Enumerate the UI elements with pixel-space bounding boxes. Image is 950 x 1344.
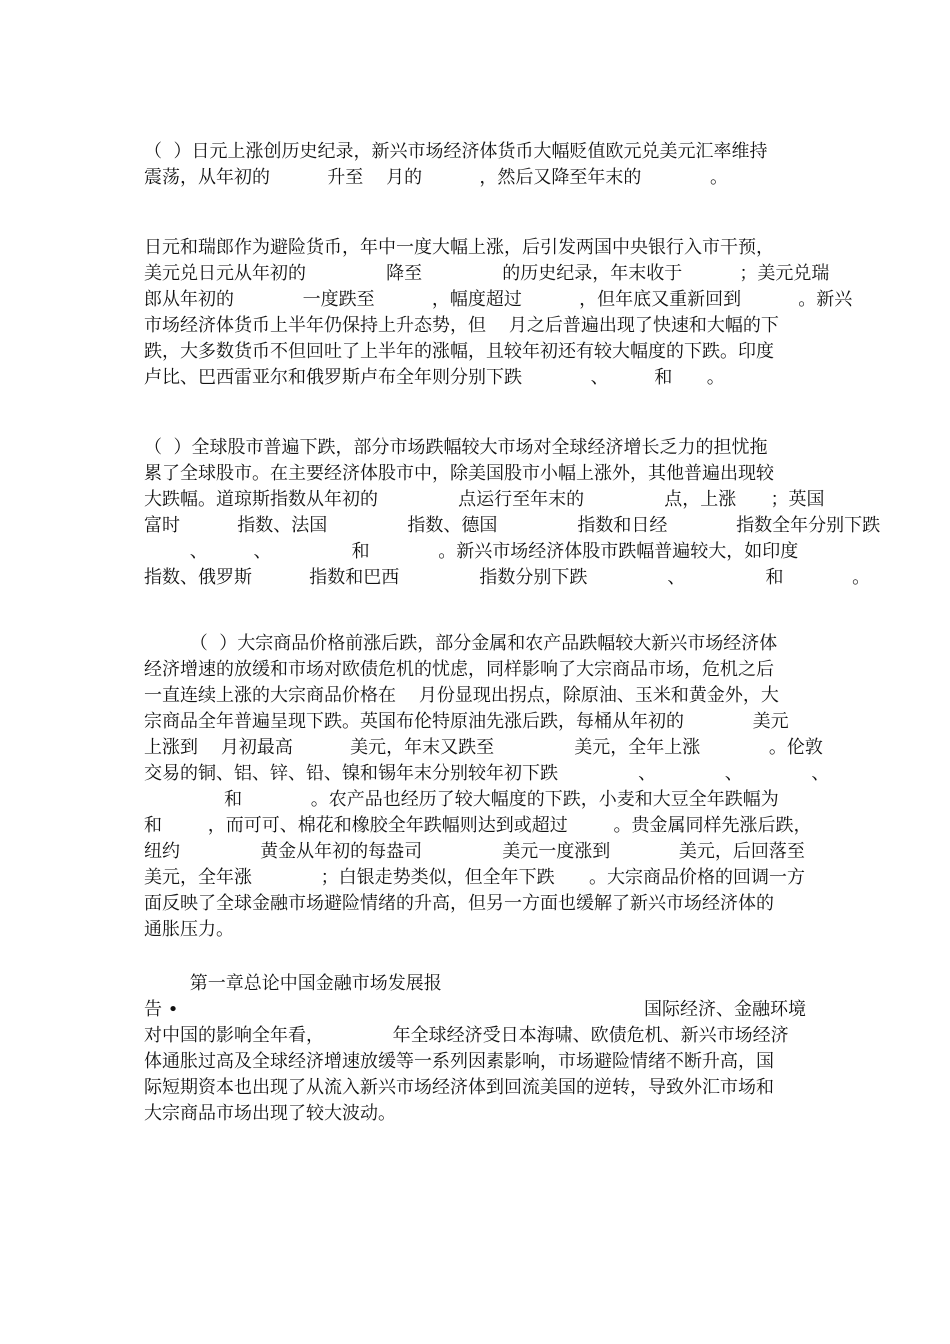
text-line: 面反映了全球金融市场避险情绪的升高，但另一方面也缓解了新兴市场经济体的: [144, 893, 774, 914]
text-line: 大宗商品市场出现了较大波动。: [144, 1103, 396, 1124]
text-line: 累了全球股市。在主要经济体股市中，除美国股市小幅上涨外，其他普遍出现较: [144, 463, 774, 484]
text-line: 、 、 和 。新兴市场经济体股市跌幅普遍较大，如印度: [144, 541, 799, 562]
text-line: 富时 指数、法国 指数、德国 指数和日经 指数全年分别下跌: [144, 515, 881, 536]
text-line: 大跌幅。道琼斯指数从年初的 点运行至年末的 点，上涨 ；英国: [144, 489, 825, 510]
text-line: （ ）全球股市普遍下跌，部分市场跌幅较大市场对全球经济增长乏力的担忧拖: [144, 437, 768, 458]
text-line: 体通胀过高及全球经济增速放缓等一系列因素影响，市场避险情绪不断升高，国: [144, 1051, 774, 1072]
text-line: 通胀压力。: [144, 919, 234, 940]
text-line: 跌，大多数货币不但回吐了上半年的涨幅，且较年初还有较大幅度的下跌。印度: [144, 341, 774, 362]
text-line: 经济增速的放缓和市场对欧债危机的忧虑，同样影响了大宗商品市场，危机之后: [144, 659, 774, 680]
text-line: 市场经济体货币上半年仍保持上升态势，但 月之后普遍出现了快速和大幅的下: [144, 315, 779, 336]
text-line: 上涨到 月初最高 美元，年末又跌至 美元，全年上涨 。伦敦: [144, 737, 823, 758]
text-line: 卢比、巴西雷亚尔和俄罗斯卢布全年则分别下跌 、 和 。: [144, 367, 725, 388]
text-line: 告 •: [144, 999, 179, 1020]
text-line: 指数、俄罗斯 指数和巴西 指数分别下跌 、 和 。: [144, 567, 871, 588]
text-line: 纽约 黄金从年初的每盎司 美元一度涨到 美元，后回落至: [144, 841, 805, 862]
text-line: 美元兑日元从年初的 降至 的历史纪录，年末收于 ；美元兑瑞: [144, 263, 830, 284]
text-line: 一直连续上涨的大宗商品价格在 月份显现出拐点，除原油、玉米和黄金外，大: [144, 685, 779, 706]
chapter-header-line: 第一章总论中国金融市场发展报: [144, 973, 442, 994]
text-line: 美元，全年涨 ；白银走势类似，但全年下跌 。大宗商品价格的回调一方: [144, 867, 805, 888]
text-line: 和 。农产品也经历了较大幅度的下跌，小麦和大豆全年跌幅为: [144, 789, 779, 810]
text-line: 对中国的影响全年看， 年全球经济受日本海啸、欧债危机、新兴市场经济: [144, 1025, 789, 1046]
text-line: 宗商品全年普遍呈现下跌。英国布伦特原油先涨后跌，每桶从年初的 美元: [144, 711, 789, 732]
text-line: 日元和瑞郎作为避险货币，年中一度大幅上涨，后引发两国中央银行入市干预，: [144, 237, 774, 258]
text-line: 震荡，从年初的 升至 月的 ，然后又降至年末的 。: [144, 167, 728, 188]
text-line: （ ）日元上涨创历史纪录，新兴市场经济体货币大幅贬值欧元兑美元汇率维持: [144, 141, 768, 162]
section-title: 国际经济、金融环境: [644, 999, 806, 1020]
text-line: 际短期资本也出现了从流入新兴市场经济体到回流美国的逆转，导致外汇市场和: [144, 1077, 774, 1098]
text-line: 郎从年初的 一度跌至 ，幅度超过 ，但年底又重新回到 。新兴: [144, 289, 853, 310]
text-line: 交易的铜、铝、锌、铅、镍和锡年末分别较年初下跌 、 、 、: [144, 763, 830, 784]
text-line: （ ）大宗商品价格前涨后跌，部分金属和农产品跌幅较大新兴市场经济体: [144, 633, 778, 654]
text-line: 和 ，而可可、棉花和橡胶全年跌幅则达到或超过 。贵金属同样先涨后跌，: [144, 815, 812, 836]
